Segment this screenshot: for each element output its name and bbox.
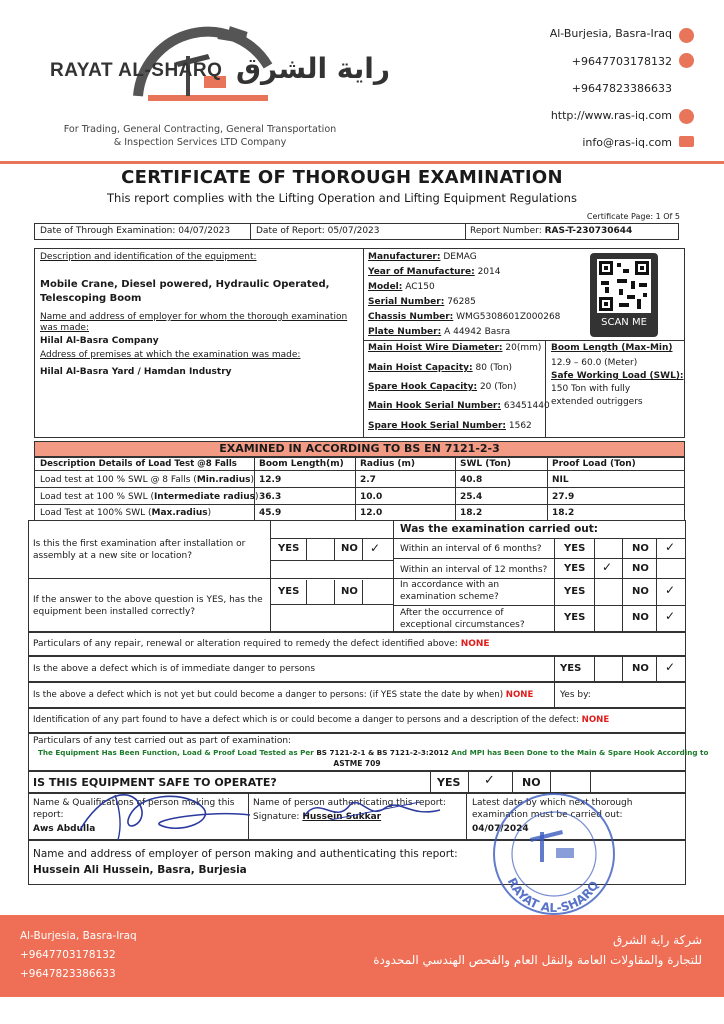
spare-hook-value: 1562 [508, 421, 532, 431]
contact-address: Al-Burjesia, Basra-Iraq [549, 27, 672, 40]
next-exam-date: 04/07/2024 [472, 824, 529, 834]
auth-sig-label: Signature: [253, 812, 300, 822]
spare-cap-value: 20 (Ton) [479, 382, 517, 392]
year-value: 2014 [477, 267, 501, 277]
question-first-exam: Is this the first examination after installation or assembly at a new site or location? [33, 539, 246, 561]
equipment-desc-label: Description and identification of the equipment: [40, 252, 257, 262]
safe-to-operate-label: IS THIS EQUIPMENT SAFE TO OPERATE? [33, 776, 277, 789]
serial-label: Serial Number: [368, 297, 445, 307]
future-danger-text [33, 690, 533, 700]
main-hook-label: Main Hook Serial Number: [368, 401, 501, 411]
identification-text [33, 715, 609, 725]
footer-phone-2: +9647823386633 [20, 968, 116, 980]
next-exam-label-2: examination must be carried out: [472, 810, 623, 820]
boom-value: 12.9 – 60.0 (Meter) [551, 358, 638, 368]
c3-no-check: ✓ [665, 583, 676, 597]
chassis-label: Chassis Number: [368, 312, 454, 322]
future-none: NONE [505, 690, 534, 700]
company-name-ar: راية الشرق [236, 52, 391, 85]
lt-row-3-pre: Load Test at 100% SWL ( [40, 508, 152, 518]
carried-out-title: Was the examination carried out: [400, 523, 598, 535]
lt-row-2-radius: 10.0 [360, 492, 383, 502]
lt-row-2-desc [40, 492, 259, 502]
immediate-danger-text: Is the above a defect which is of immediate danger to persons [33, 664, 316, 674]
repair-none: NONE [460, 639, 490, 649]
interval-6-months: Within an interval of 6 months? [400, 544, 542, 554]
lt-row-1-mid: Min.radius [196, 475, 251, 485]
tests-label: Particulars of any test carried out as part of examination: [33, 736, 292, 746]
q2-no[interactable]: NO [341, 586, 358, 597]
lt-header-boom: Boom Length(m) [259, 459, 344, 469]
footer-arabic-line-1: شركة راية الشرق [613, 933, 702, 947]
safe-yes-check: ✓ [484, 773, 495, 788]
premises-value: Hilal Al-Basra Yard / Hamdan Industry [40, 367, 232, 377]
lt-row-2-post: ) [254, 492, 259, 502]
contact-phone-1: +9647703178132 [571, 55, 672, 68]
q2-yes[interactable]: YES [278, 586, 300, 597]
immediate-no-check: ✓ [665, 660, 676, 674]
scan-me-label: SCAN ME [601, 317, 647, 328]
lt-row-1-radius: 2.7 [360, 475, 376, 485]
contact-phone-2: +9647823386633 [571, 82, 672, 95]
standard-banner [34, 441, 685, 457]
qr-pattern [597, 259, 651, 313]
identification-label: Identification of any part found to have a defect which is or could become a danger to persons and a description of the defect: [33, 715, 579, 725]
serial-value: 76285 [447, 297, 476, 307]
company-stamp [490, 790, 618, 918]
model-value: AC150 [405, 282, 435, 292]
footer-arabic [373, 930, 702, 970]
mail-icon [679, 136, 694, 147]
employer-auth-label: Name and address of employer of person making and authenticating this report: [33, 848, 458, 860]
auth-handwritten-signature [300, 790, 450, 830]
next-exam-label-1: Latest date by which next thorough [472, 798, 633, 808]
phone-icon [679, 53, 694, 68]
yes-by-label: Yes by: [560, 690, 591, 700]
contact-website[interactable]: http://www.ras-iq.com [550, 109, 672, 122]
c2-yes[interactable]: YES [564, 563, 586, 574]
c2-no[interactable]: NO [632, 563, 649, 574]
employer-label-1: Name and address of employer for whom the thorough examination [40, 312, 348, 322]
main-hook-value: 63451440 [503, 401, 550, 411]
auth-name: Hussein Sukkar [302, 812, 382, 822]
q1-no-check: ✓ [370, 541, 381, 555]
swl-value-1: 150 Ton with fully [551, 384, 631, 394]
c2-yes-check: ✓ [602, 560, 613, 574]
tagline-line-1: For Trading, General Contracting, General Transportation [63, 124, 337, 135]
lt-header-radius: Radius (m) [360, 459, 416, 469]
spare-hook-label: Spare Hook Serial Number: [368, 421, 506, 431]
employer-auth-value: Hussein Ali Hussein, Basra, Burjesia [33, 864, 247, 876]
safe-no[interactable]: NO [522, 776, 541, 789]
plate-value: A 44942 Basra [444, 327, 511, 337]
tests-1b: BS 7121-2-1 & BS 7121-2-3:2012 [316, 748, 449, 757]
tests-line-2: ASTME 709 [333, 759, 381, 768]
lt-row-1-pre: Load test at 100 % SWL @ 8 Falls ( [40, 475, 197, 485]
c4-yes[interactable]: YES [564, 612, 586, 623]
lt-row-1-desc [40, 475, 254, 485]
report-date: Date of Report: 05/07/2023 [256, 226, 380, 236]
c3-yes[interactable]: YES [564, 586, 586, 597]
repair-label: Particulars of any repair, renewal or alteration required to remedy the defect identified above: [33, 639, 458, 649]
employer-label-2: was made: [40, 323, 89, 333]
main-cap-label: Main Hoist Capacity: [368, 363, 473, 373]
company-tagline [30, 123, 370, 149]
lt-row-2-mid: Intermediate radius [153, 492, 255, 502]
equipment-desc-line-1: Mobile Crane, Diesel powered, Hydraulic Operated, [40, 279, 330, 290]
boom-label: Boom Length (Max-Min) [551, 343, 673, 353]
identification-none: NONE [581, 715, 610, 725]
repair-text [33, 639, 490, 649]
auth-label: Name of person authenticating this report: [253, 798, 446, 808]
main-cap-value: 80 (Ton) [475, 363, 513, 373]
header-divider [0, 161, 724, 164]
main-wire-label: Main Hoist Wire Diameter: [368, 343, 503, 353]
q1-no[interactable]: NO [341, 543, 358, 554]
examination-scheme: In accordance with an examination scheme? [400, 580, 500, 602]
spare-cap-label: Spare Hook Capacity: [368, 382, 478, 392]
lt-row-3-mid: Max.radius [151, 508, 208, 518]
maker-name: Aws Abdulla [33, 824, 96, 834]
swl-value-2: extended outriggers [551, 397, 643, 407]
lt-row-2-proof: 27.9 [552, 492, 575, 502]
contact-email[interactable]: info@ras-iq.com [582, 136, 672, 149]
qr-code[interactable] [590, 253, 658, 337]
exam-date: Date of Through Examination: 04/07/2023 [40, 226, 231, 236]
certificate-page: Certificate Page: 1 Of 5 [586, 212, 680, 221]
lt-header-desc: Description Details of Load Test @8 Falls [40, 459, 237, 469]
chassis-value: WMG5308601Z000268 [456, 312, 561, 322]
location-icon [679, 28, 694, 43]
lt-row-3-post: ) [207, 508, 212, 518]
swl-label: Safe Working Load (SWL): [551, 371, 684, 381]
lt-row-3-proof: 18.2 [552, 508, 575, 518]
immediate-no[interactable]: NO [632, 663, 649, 674]
manufacturer-value: DEMAG [443, 252, 477, 262]
lt-row-2-swl: 25.4 [460, 492, 483, 502]
year-label: Year of Manufacture: [368, 267, 475, 277]
svg-text:RAYAT AL-SHARQ [505, 875, 602, 915]
lt-row-3-desc [40, 508, 211, 518]
interval-12-months: Within an interval of 12 months? [400, 565, 548, 575]
c1-no-check: ✓ [665, 540, 676, 554]
globe-icon [679, 109, 694, 124]
safe-yes[interactable]: YES [437, 776, 461, 789]
exceptional-circumstances: After the occurrence of exceptional circumstances? [400, 608, 525, 630]
main-wire-value: 20(mm) [505, 343, 542, 353]
footer-contact [20, 927, 137, 984]
lt-row-3-radius: 12.0 [360, 508, 383, 518]
tests-1a: The Equipment Has Been Function, Load & Proof Load Tested as Per [38, 748, 317, 757]
footer-phone-1: +9647703178132 [20, 949, 116, 961]
report-number-value: RAS-T-230730644 [544, 226, 633, 236]
c4-no[interactable]: NO [632, 612, 649, 623]
lt-header-swl: SWL (Ton) [460, 459, 512, 469]
tests-1c: And MPI has Been Done to the Main & Spare Hook According to [448, 748, 709, 757]
certificate-title: CERTIFICATE OF THOROUGH EXAMINATION [121, 167, 563, 188]
maker-label-1: Name & Qualifications of person making this [33, 798, 235, 808]
question-installed-correctly: If the answer to the above question is YES, has the equipment been installed correctly? [33, 595, 263, 617]
maker-label-2: report: [33, 810, 64, 820]
lt-row-2-pre: Load test at 100 % SWL ( [40, 492, 154, 502]
lt-header-proof: Proof Load (Ton) [552, 459, 636, 469]
c3-no[interactable]: NO [632, 586, 649, 597]
lt-row-1-swl: 40.8 [460, 475, 483, 485]
stamp-text: RAYAT AL-SHARQ [504, 875, 602, 916]
c1-no[interactable]: NO [632, 543, 649, 554]
company-name-en: RAYAT AL-SHARQ [50, 60, 223, 81]
q1-yes[interactable]: YES [278, 543, 300, 554]
lt-row-2-boom: 36.3 [259, 492, 282, 502]
c1-yes[interactable]: YES [564, 543, 586, 554]
report-number [470, 226, 632, 236]
lt-row-1-proof: NIL [552, 475, 569, 485]
lt-row-1-post: ) [250, 475, 255, 485]
employer-value: Hilal Al-Basra Company [40, 336, 159, 346]
manufacturer-label: Manufacturer: [368, 252, 441, 262]
model-label: Model: [368, 282, 403, 292]
certificate-subtitle: This report complies with the Lifting Operation and Lifting Equipment Regulations [107, 191, 577, 205]
footer-arabic-line-2: للتجارة والمقاولات العامة والنقل العام والفحص الهندسي المحدودة [373, 953, 702, 967]
lt-row-3-boom: 45.9 [259, 508, 282, 518]
equipment-desc-line-2: Telescoping Boom [40, 293, 142, 304]
plate-label: Plate Number: [368, 327, 442, 337]
future-danger-label: Is the above a defect which is not yet but could become a danger to persons: (if YES state the date by when) [33, 690, 504, 700]
tests-line-1 [38, 748, 708, 757]
immediate-yes[interactable]: YES [560, 663, 582, 674]
footer-address: Al-Burjesia, Basra-Iraq [20, 930, 137, 942]
maker-handwritten-signature [60, 775, 260, 845]
lt-row-1-boom: 12.9 [259, 475, 282, 485]
c4-no-check: ✓ [665, 609, 676, 623]
premises-label: Address of premises at which the examination was made: [40, 350, 301, 360]
tagline-line-2: & Inspection Services LTD Company [113, 137, 287, 148]
standard-banner-text: EXAMINED IN ACCORDING TO BS EN 7121-2-3 [219, 442, 500, 455]
report-number-label: Report Number: [470, 226, 542, 236]
lt-row-3-swl: 18.2 [460, 508, 483, 518]
